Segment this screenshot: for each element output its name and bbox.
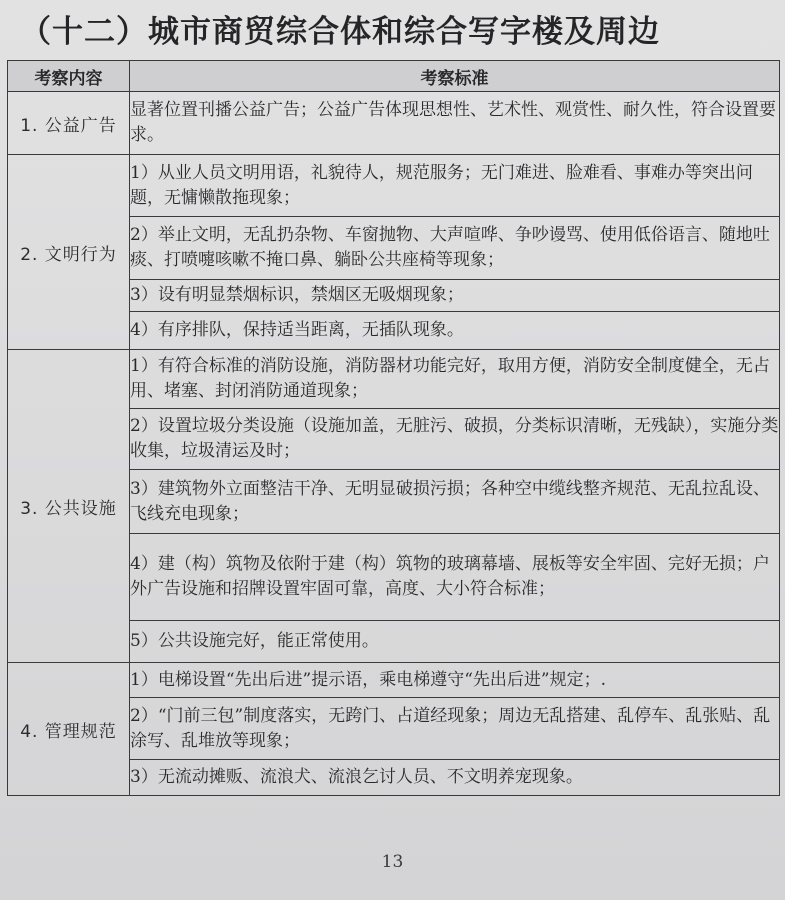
category-cell: 4. 管理规范 [8, 663, 130, 796]
table-row [8, 663, 780, 698]
criteria-cell: 3）设有明显禁烟标识，禁烟区无吸烟现象； [130, 280, 780, 312]
table-row [8, 92, 780, 155]
criteria-cell: 4）有序排队，保持适当距离，无插队现象。 [130, 312, 780, 350]
criteria-cell: 2）举止文明，无乱扔杂物、车窗抛物、大声喧哗、争吵谩骂、使用低俗语言、随地吐痰、打喷嚏咳嗽不掩口鼻、躺卧公共座椅等现象； [130, 217, 780, 280]
category-cell: 2. 文明行为 [8, 155, 130, 350]
criteria-cell: 1）电梯设置“先出后进”提示语，乘电梯遵守“先出后进”规定；. [130, 663, 780, 698]
table-header-row [8, 61, 780, 92]
criteria-cell: 5）公共设施完好，能正常使用。 [130, 621, 780, 663]
header-content: 考察内容 [8, 61, 130, 92]
criteria-cell: 2）“门前三包”制度落实，无跨门、占道经现象；周边无乱搭建、乱停车、乱张贴、乱涂写、乱堆放等现象； [130, 698, 780, 760]
page-title: （十二）城市商贸综合体和综合写字楼及周边 [20, 14, 660, 50]
header-standard: 考察标准 [130, 61, 780, 92]
category-cell: 3. 公共设施 [8, 350, 130, 663]
criteria-cell: 2）设置垃圾分类设施（设施加盖，无脏污、破损，分类标识清晰，无残缺），实施分类收集，垃圾清运及时； [130, 409, 780, 470]
criteria-cell: 4）建（构）筑物及依附于建（构）筑物的玻璃幕墙、展板等安全牢固、完好无损；户外广告设施和招牌设置牢固可靠，高度、大小符合标准； [130, 534, 780, 621]
criteria-cell: 3）无流动摊贩、流浪犬、流浪乞讨人员、不文明养宠现象。 [130, 760, 780, 796]
page-number: 13 [381, 852, 404, 872]
table-row [8, 155, 780, 217]
category-cell: 1. 公益广告 [8, 92, 130, 155]
criteria-cell: 显著位置刊播公益广告；公益广告体现思想性、艺术性、观赏性、耐久性，符合设置要求。 [130, 92, 780, 155]
criteria-cell: 3）建筑物外立面整洁干净、无明显破损污损；各种空中缆线整齐规范、无乱拉乱设、飞线充电现象； [130, 470, 780, 534]
criteria-cell: 1）从业人员文明用语，礼貌待人，规范服务；无门难进、脸难看、事难办等突出问题，无慵懒散拖现象； [130, 155, 780, 217]
table-row [8, 350, 780, 409]
criteria-cell: 1）有符合标准的消防设施，消防器材功能完好，取用方便，消防安全制度健全，无占用、堵塞、封闭消防通道现象； [130, 350, 780, 409]
criteria-table [7, 60, 780, 796]
